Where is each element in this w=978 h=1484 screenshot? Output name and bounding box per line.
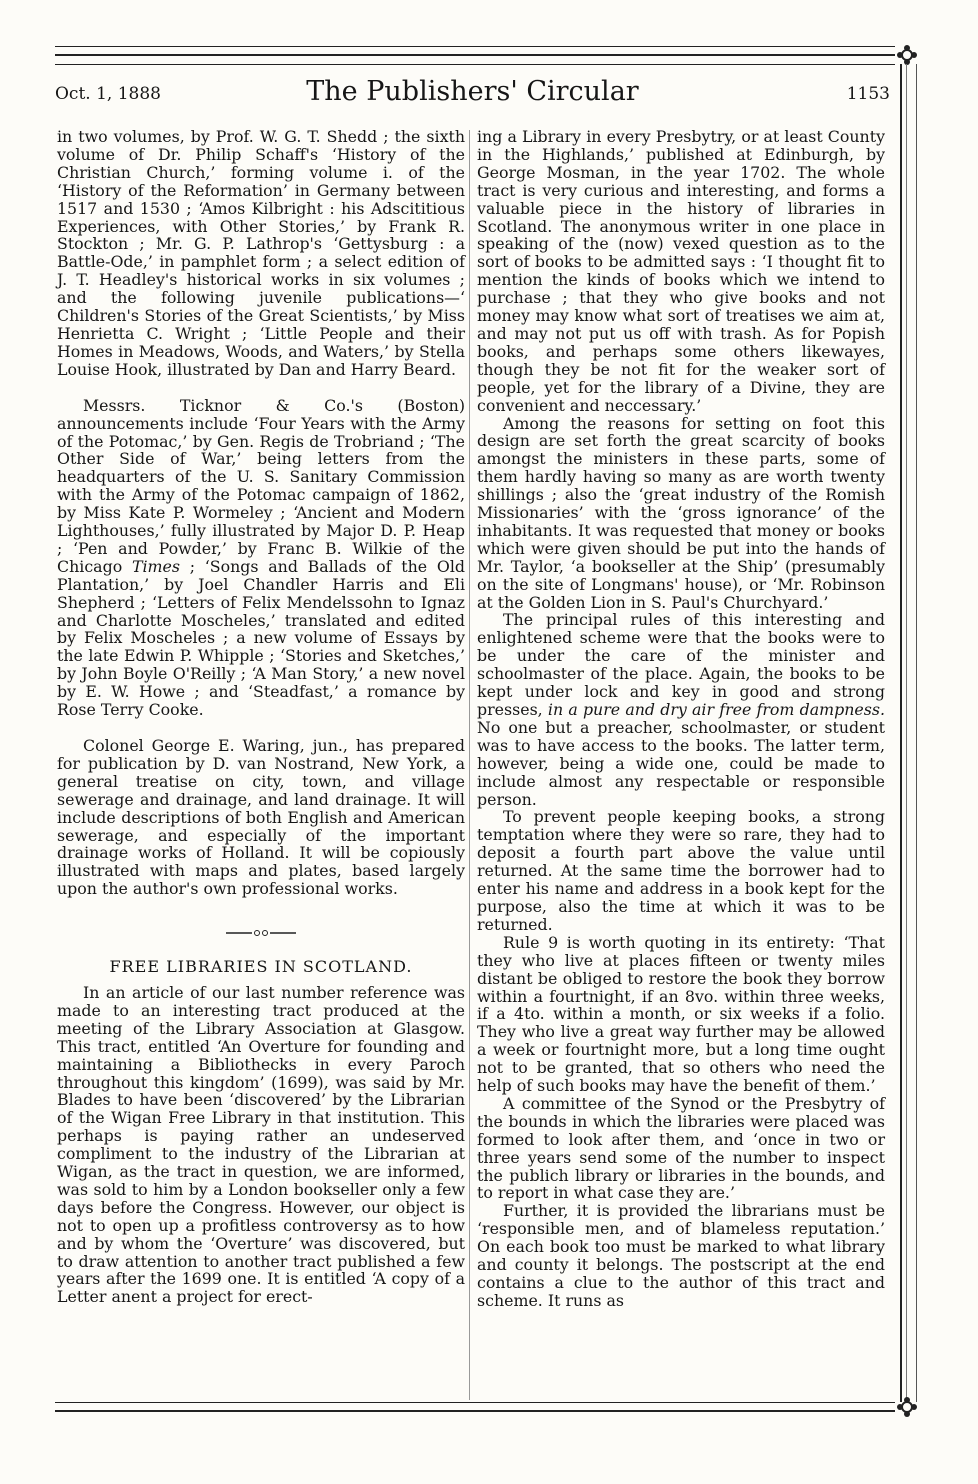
left-paragraph-2: Messrs. Ticknor & Co.'s (Boston) announcements include ‘Four Years with the Army of the Potomac,’ by Gen. Regis de Trobriand ; ‘The Other Side of War,’ being letters from the headquarters of the U. S. Sanitary Commission with the Army of the Potomac campaign of 1862, by Miss Kate P. Wormeley ; ‘Ancient and Modern Lighthouses,’ fully illustrated by Major D. P. Heap ; ‘Pen and Powder,’ by Franc B. Wilkie of the Chicago Times ; ‘Songs and Ballads of the Old Plantation,’ by Joel Chandler Harris and Eli Shepherd ; ‘Letters of Felix Mendelssohn to Ignaz and Charlotte Moscheles,’ translated and edited by Felix Moscheles ; a new volume of Essays by the late Edwin P. Whipple ; ‘Stories and Sketches,’ by John Boyle O'Reilly ; ‘A Man Story,’ a new novel by E. W. Howe ; and ‘Steadfast,’ a romance by Rose Terry Cooke. [57, 395, 465, 720]
right-paragraph-4: To prevent people keeping books, a strong temptation where they were so rare, they had to deposit a fourth part above the value until returned. At the same time the borrower had to enter his name and address in a book kept for the purpose, also the time at which it was to be returned. [477, 807, 885, 934]
publication-title: The Publishers' Circular [306, 76, 639, 107]
left-paragraph-3: Colonel George E. Waring, jun., has prepared for publication by D. van Nostrand, New York, a general treatise on city, town, and village sewerage and drainage, and land drainage. It will include descriptions of both English and American sewerage, and especially of the important drainage works of Holland. It will be copiously illustrated with maps and plates, based largely upon the author's own professional works. [57, 736, 465, 899]
column-divider [469, 130, 470, 1400]
left-paragraph-4: In an article of our last number reference was made to an interesting tract produced at the meeting of the Library Association at Glasgow. This tract, entitled ‘An Overture for founding and maintaining a Bibliothecks in every Paroch throughout this kingdom’ (1699), was said by Mr. Blades to have been ‘discovered’ by the Librarian of the Wigan Free Library in that institution. This perhaps is paying rather an undeserved compliment to the industry of the Librarian at Wigan, as the tract in question, we are informed, was sold to him by a London bookseller only a few days before the Congress. However, our object is not to open up a profitless controversy as to how and by whom the ‘Overture’ was discovered, but to draw attention to another tract published a few years after the 1699 one. It is entitled ‘A copy of a Letter anent a project for erect- [57, 982, 465, 1307]
right-paragraph-2: Among the reasons for setting on foot this design are set forth the great scarcity of books amongst the ministers in these parts, some of them hardly having so many as are worth twenty shillings ; also the ‘great industry of the Romish Missionaries’ with the ‘gross ignorance’ of the inhabitants. It was requested that money or books which were given should be put into the hands of Mr. Taylor, ‘a bookseller at the Ship’ (presumably on the site of Longmans' house), or ‘Mr. Robinson at the Golden Lion in S. Paul's Churchyard.’ [477, 413, 885, 612]
page-number: 1153 [846, 84, 890, 104]
top-rule-2 [55, 54, 895, 56]
section-separator-ornament [57, 924, 465, 942]
left-column [57, 128, 465, 1306]
right-paragraph-6: A committee of the Synod or the Presbytry of the bounds in which the libraries were placed was formed to look after them, and ‘once in two or three years send some of the number to inspect the publich library or libraries in the bounds, and to report in what case they are.’ [477, 1093, 885, 1203]
section-heading: FREE LIBRARIES IN SCOTLAND. [109, 957, 413, 977]
right-column [477, 128, 885, 1310]
italic-phrase: in a pure and dry air free from dampness. [547, 700, 885, 719]
top-rule-3 [55, 64, 895, 65]
right-border-bars [900, 64, 917, 1402]
corner-ornament-top [896, 44, 918, 66]
right-border-inner-line [906, 64, 907, 1402]
left-paragraph-1: in two volumes, by Prof. W. G. T. Shedd ; the sixth volume of Dr. Philip Schaff's ‘History of the Christian Church,’ forming volume i. of the ‘History of the Reformation’ in Germany between 1517 and 1530 ; ‘Amos Kilbright : his Adscititious Experiences, with Other Stories,’ by Frank R. Stockton ; Mr. G. P. Lathrop's ‘Gettysburg : a Battle-Ode,’ in pamphlet form ; a select edition of J. T. Headley's historical works in six volumes ; and the following juvenile publications—‘ Children's Stories of the Great Scientists,’ by Miss Henrietta C. Wright ; ‘Little People and their Homes in Meadows, Woods, and Waters,’ by Stella Louise Hook, illustrated by Dan and Harry Beard. [57, 127, 465, 379]
italic-times: Times [131, 556, 180, 576]
right-paragraph-1: ing a Library in every Presbytry, or at least County in the Highlands,’ published at Edinburgh, by George Mosman, in the year 1702. The whole tract is very curious and interesting, and forms a valuable piece in the history of libraries in Scotland. The anonymous writer in one place in speaking of the (now) vexed question as to the sort of books to be admitted says : ‘I thought fit to mention the kinds of books which we intend to purchase ; that they who give books and not money may know what sort of treatises we aim at, and may not put us off with trash. As for Popish books, and perhaps some others likewayes, though they be not fit for the weaker sort of people, yet for the library of a Divine, they are convenient and neccessary.’ [477, 127, 885, 415]
right-paragraph-5: Rule 9 is worth quoting in its entirety: ‘That they who live at places fifteen or twenty miles distant be obliged to restore the book they borrow within a fourtnight, if an 8vo. within three weeks, if a 4to. within a month, or six weeks if a folio. They who live a great way further may be allowed a week or fourtnight more, but a long time ought not to be granted, that so others who need the help of such books may have the benefit of them.’ [477, 932, 885, 1096]
page-header [55, 76, 890, 110]
top-rule-1 [55, 46, 895, 47]
bottom-rule-2 [55, 1410, 895, 1412]
corner-ornament-bottom [896, 1396, 918, 1418]
bottom-rule-1 [55, 1402, 895, 1403]
issue-date: Oct. 1, 1888 [55, 84, 161, 104]
right-paragraph-7: Further, it is provided the librarians must be ‘responsible men, and of blameless reputation.’ On each book too must be marked to what library and county it belongs. The postscript at the end contains a clue to the author of this tract and scheme. It runs as [477, 1201, 885, 1310]
right-paragraph-3: The principal rules of this interesting and enlightened scheme were that the books were to be under the care of the minister and schoolmaster of the place. Again, the books to be kept under lock and key in good and strong presses, in a pure and dry air free from dampness. No one but a preacher, schoolmaster, or student was to have access to the books. The latter term, however, being a wide one, could be made to include almost any respectable or responsible person. [477, 610, 885, 809]
